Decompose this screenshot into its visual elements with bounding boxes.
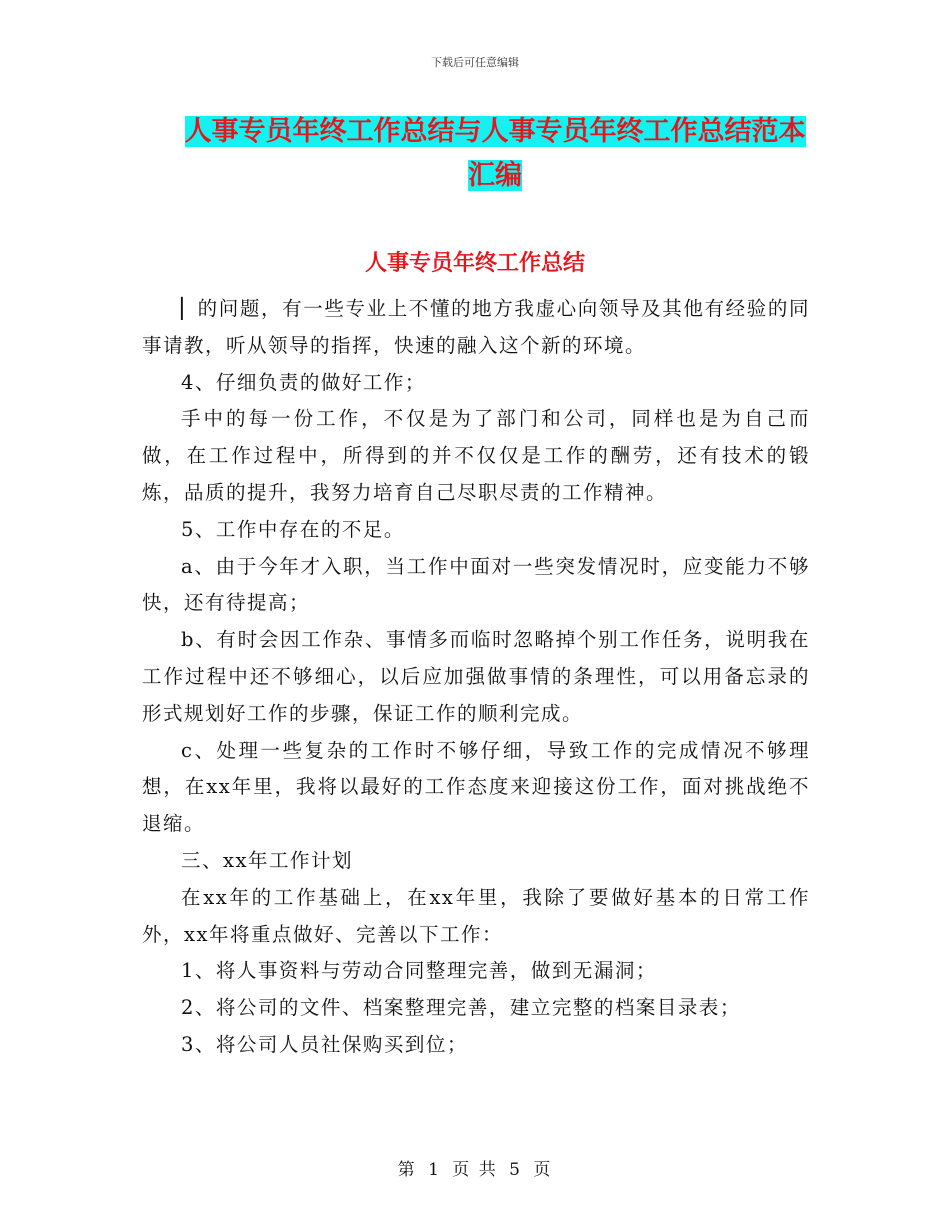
footer-middle: 页 共: [452, 1160, 498, 1180]
paragraph: 在xx年的工作基础上，在xx年里，我除了要做好基本的日常工作外，xx年将重点做好、完善以下工作：: [142, 885, 810, 946]
paragraph: 1、将人事资料与劳动合同整理完善，做到无漏洞；: [181, 959, 657, 983]
paragraph: 5、工作中存在的不足。: [181, 517, 405, 541]
footer-prefix: 第: [397, 1160, 417, 1180]
document-title-line1: 人事专员年终工作总结与人事专员年终工作总结范本: [184, 116, 806, 147]
paragraph: 2、将公司的文件、档案整理完善，建立完整的档案目录表；: [181, 996, 741, 1020]
page-footer: [0, 1155, 950, 1180]
page-total: 5: [509, 1160, 522, 1180]
header-note: 下载后可任意编辑: [431, 56, 519, 69]
section-title: 人事专员年终工作总结: [364, 251, 585, 276]
paragraph: 3、将公司人员社保购买到位；: [181, 1032, 468, 1056]
footer-suffix: 页: [533, 1160, 553, 1180]
paragraph: ▏的问题，有一些专业上不懂的地方我虚心向领导及其他有经验的同事请教，听从领导的指挥，快速的融入这个新的环境。: [142, 297, 810, 357]
paragraph: 手中的每一份工作，不仅是为了部门和公司，同样也是为自己而做，在工作过程中，所得到的并不仅仅是工作的酬劳，还有技术的锻炼，品质的提升，我努力培育自己尽职尽责的工作精神。: [142, 407, 810, 504]
document-title-line2: 汇编: [468, 160, 522, 191]
paragraph: b、有时会因工作杂、事情多而临时忽略掉个别工作任务，说明我在工作过程中还不够细心，以后应加强做事情的条理性，可以用备忘录的形式规划好工作的步骤，保证工作的顺利完成。: [142, 628, 810, 725]
document-body: [142, 291, 810, 1064]
document-title: [140, 110, 850, 198]
paragraph: 三、xx年工作计划: [181, 848, 353, 872]
page-number: 1: [428, 1160, 441, 1180]
paragraph: c、处理一些复杂的工作时不够仔细，导致工作的完成情况不够理想，在xx年里，我将以最好的工作态度来迎接这份工作，面对挑战绝不退缩。: [142, 738, 810, 836]
paragraph: a、由于今年才入职，当工作中面对一些突发情况时，应变能力不够快，还有待提高；: [142, 554, 810, 615]
paragraph: 4、仔细负责的做好工作；: [181, 370, 426, 394]
